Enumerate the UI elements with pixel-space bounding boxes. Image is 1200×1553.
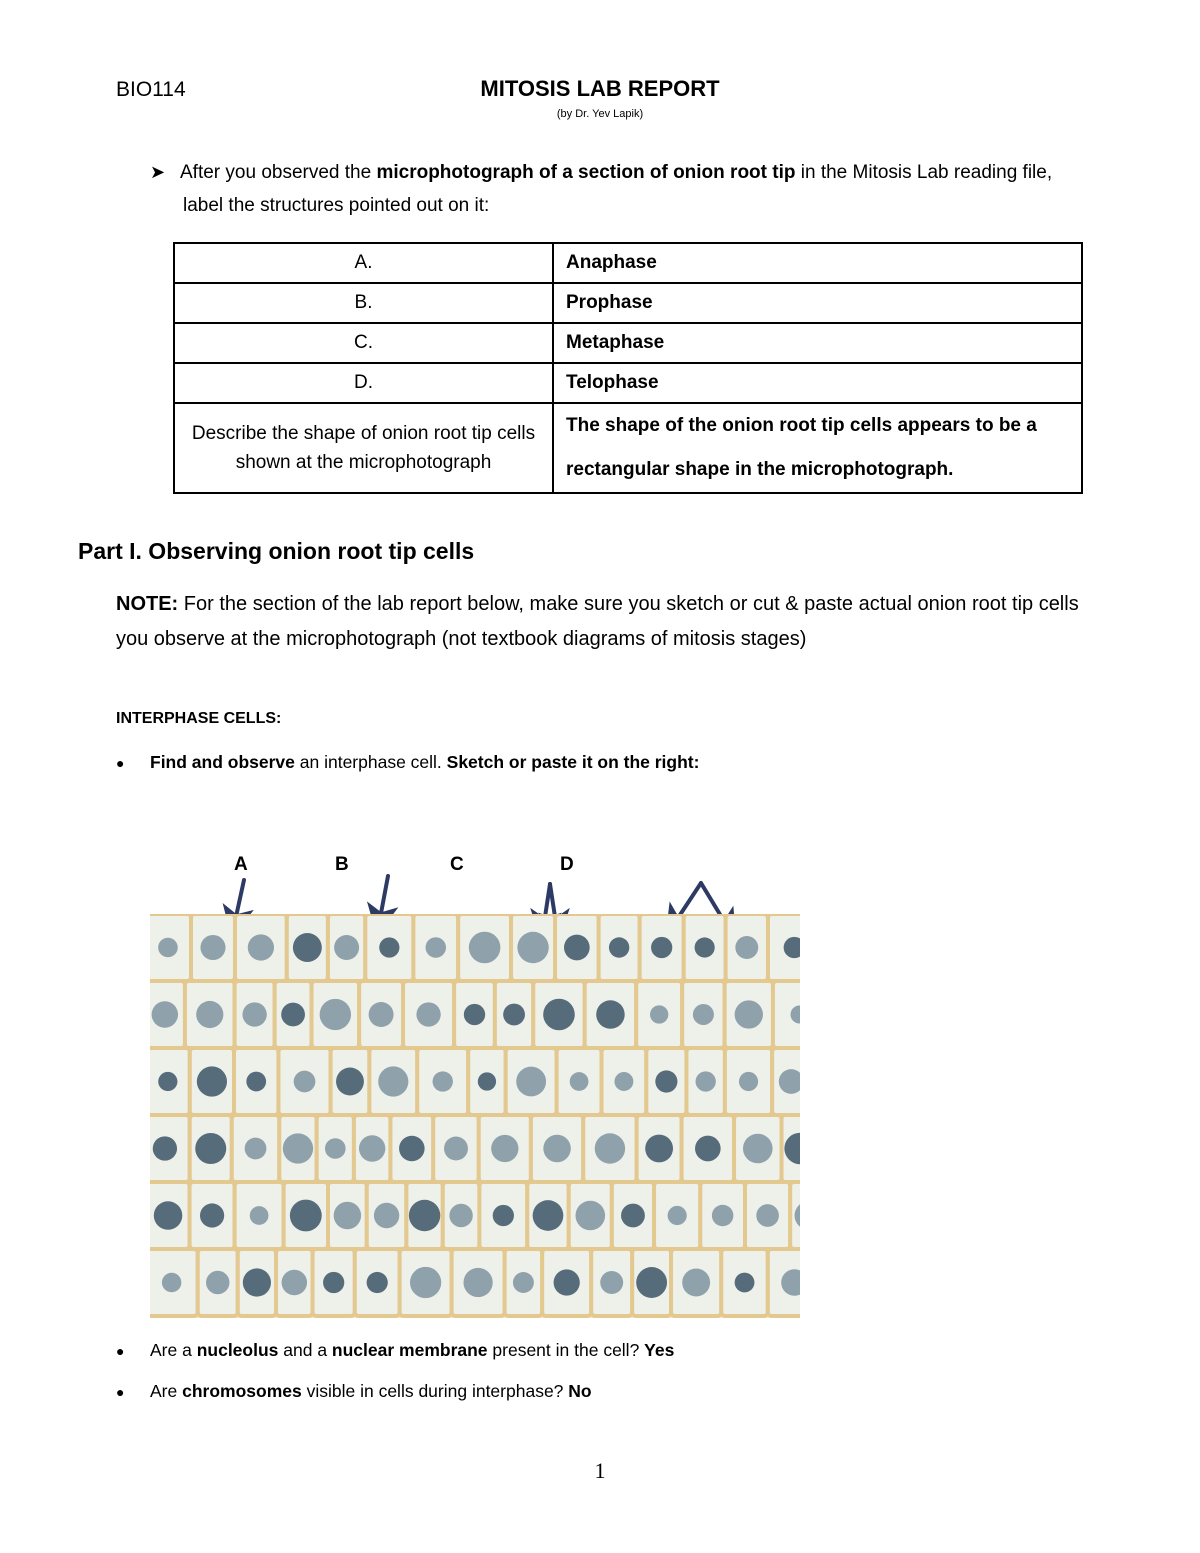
- table-key: C.: [174, 323, 553, 363]
- nucleus: [245, 1138, 267, 1160]
- nucleus: [416, 1002, 440, 1026]
- nucleus: [248, 934, 274, 960]
- nucleus: [645, 1135, 673, 1163]
- answer-yes: Yes: [644, 1340, 675, 1360]
- nucleus: [614, 1072, 633, 1091]
- nucleus: [200, 935, 225, 960]
- nucleus: [743, 1134, 773, 1164]
- part1-heading: Part I. Observing onion root tip cells: [78, 538, 475, 564]
- bullet-nucleolus-question: ● Are a nucleolus and a nuclear membrane present in the cell? Yes: [116, 1340, 675, 1360]
- nucleus: [325, 1138, 346, 1159]
- nucleus: [246, 1072, 266, 1092]
- nucleus: [695, 937, 715, 957]
- nucleus: [154, 1201, 183, 1230]
- instruction-bold: microphotograph of a section of onion root tip: [376, 162, 796, 183]
- nucleus: [336, 1068, 364, 1096]
- nucleus: [596, 1000, 624, 1028]
- nucleus: [650, 1005, 668, 1023]
- nucleus: [282, 1270, 308, 1296]
- nucleus: [503, 1004, 525, 1026]
- nucleus: [206, 1271, 229, 1294]
- note-label: NOTE:: [116, 593, 179, 615]
- nucleus: [517, 932, 548, 963]
- report-title: MITOSIS LAB REPORT: [480, 76, 720, 101]
- nucleus: [491, 1135, 518, 1162]
- nucleus: [369, 1002, 394, 1027]
- bullet-dot-icon: ●: [116, 755, 125, 771]
- nucleus: [409, 1200, 440, 1231]
- nucleus: [410, 1267, 441, 1298]
- arrowhead-bullet-icon: ➤: [150, 162, 166, 182]
- table-value: Prophase: [553, 283, 1082, 323]
- nucleus: [283, 1133, 313, 1163]
- nucleus: [570, 1072, 589, 1091]
- interphase-heading: INTERPHASE CELLS:: [116, 710, 282, 727]
- nucleus: [682, 1269, 710, 1297]
- nucleus: [290, 1200, 322, 1232]
- nucleus: [478, 1072, 496, 1090]
- nucleus: [735, 936, 758, 959]
- nucleus: [367, 1272, 388, 1293]
- nucleus: [379, 937, 399, 957]
- nucleus: [735, 1273, 755, 1293]
- bullet-interphase-find: ● Find and observe an interphase cell. Sketch or paste it on the right:: [116, 752, 700, 772]
- nucleus: [516, 1067, 546, 1097]
- nucleus: [399, 1136, 425, 1162]
- nucleus: [554, 1269, 580, 1295]
- nucleus: [162, 1273, 181, 1292]
- page-number: 1: [594, 1458, 606, 1483]
- table-key: B.: [174, 283, 553, 323]
- figure-label-c: C: [450, 854, 464, 875]
- nucleus: [693, 1004, 714, 1025]
- nucleus: [735, 1000, 763, 1028]
- nucleus: [600, 1271, 623, 1294]
- nucleus: [696, 1071, 716, 1091]
- bullet-chromosomes-question: ● Are chromosomes visible in cells during interphase? No: [116, 1381, 592, 1401]
- table-value: Metaphase: [553, 323, 1082, 363]
- answer-no: No: [568, 1381, 592, 1401]
- onion-root-tip-microphotograph: [150, 914, 800, 1318]
- note-paragraph: NOTE: For the section of the lab report below, make sure you sketch or cut & paste actual onion root tip cells you observe at the microphotograph (not textbook diagrams of mitosis stages): [116, 593, 1079, 650]
- nucleus: [242, 1002, 266, 1026]
- nucleus: [359, 1135, 385, 1161]
- instruction-line-1: ➤ After you observed the microphotograph of a section of onion root tip in the Mitosis Lab reading file,: [150, 152, 1110, 193]
- nucleus: [595, 1133, 625, 1163]
- nucleus: [444, 1137, 468, 1161]
- nucleus: [197, 1066, 227, 1096]
- nucleus: [513, 1272, 534, 1293]
- nucleus: [449, 1204, 472, 1227]
- nucleus: [378, 1066, 408, 1096]
- nucleus: [621, 1204, 645, 1228]
- table-key: A.: [174, 243, 553, 283]
- report-author: (by Dr. Yev Lapik): [556, 108, 644, 120]
- nucleus: [433, 1071, 453, 1091]
- nucleus: [158, 1072, 177, 1091]
- instruction-line-2: label the structures pointed out on it:: [183, 195, 490, 216]
- nucleus: [281, 1003, 305, 1027]
- nucleus: [609, 937, 629, 957]
- nucleus: [152, 1001, 178, 1027]
- course-code: BIO114: [116, 78, 186, 101]
- nucleus: [293, 933, 322, 962]
- nucleus: [655, 1070, 677, 1092]
- nucleus: [493, 1205, 514, 1226]
- nucleus: [243, 1268, 271, 1296]
- nucleus: [334, 935, 359, 960]
- nucleus: [195, 1133, 226, 1164]
- nucleus: [543, 1135, 570, 1162]
- nucleus: [469, 932, 501, 964]
- nucleus: [575, 1201, 605, 1231]
- nucleus: [651, 937, 672, 958]
- nucleus: [374, 1203, 399, 1228]
- nucleus: [695, 1136, 721, 1162]
- nucleus: [196, 1001, 223, 1028]
- table-value: Telophase: [553, 363, 1082, 403]
- nucleus: [533, 1200, 564, 1231]
- nucleus: [464, 1004, 485, 1025]
- describe-answer: The shape of the onion root tip cells appears to be a rectangular shape in the microphotograph.: [553, 403, 1082, 493]
- nucleus: [153, 1136, 177, 1160]
- nucleus: [323, 1272, 344, 1293]
- bullet-dot-icon: ●: [116, 1343, 125, 1359]
- nucleus: [250, 1206, 269, 1225]
- describe-question: Describe the shape of onion root tip cells shown at the microphotograph: [174, 403, 553, 493]
- figure-label-b: B: [335, 854, 349, 875]
- nucleus: [564, 935, 590, 961]
- nucleus: [543, 999, 575, 1031]
- nucleus: [463, 1268, 492, 1297]
- nucleus: [426, 937, 446, 957]
- nucleus: [200, 1203, 224, 1227]
- nucleus: [294, 1071, 316, 1093]
- nucleus: [712, 1205, 734, 1227]
- table-value: Anaphase: [553, 243, 1082, 283]
- nucleus: [334, 1202, 361, 1229]
- nucleus: [320, 999, 351, 1030]
- nucleus: [739, 1072, 758, 1091]
- nucleus: [668, 1206, 687, 1225]
- nucleus: [158, 938, 178, 958]
- table-key: D.: [174, 363, 553, 403]
- nucleus: [756, 1204, 779, 1227]
- nucleus: [636, 1267, 667, 1298]
- bullet-dot-icon: ●: [116, 1384, 125, 1400]
- figure-label-d: D: [560, 854, 574, 875]
- figure-label-a: A: [234, 854, 248, 875]
